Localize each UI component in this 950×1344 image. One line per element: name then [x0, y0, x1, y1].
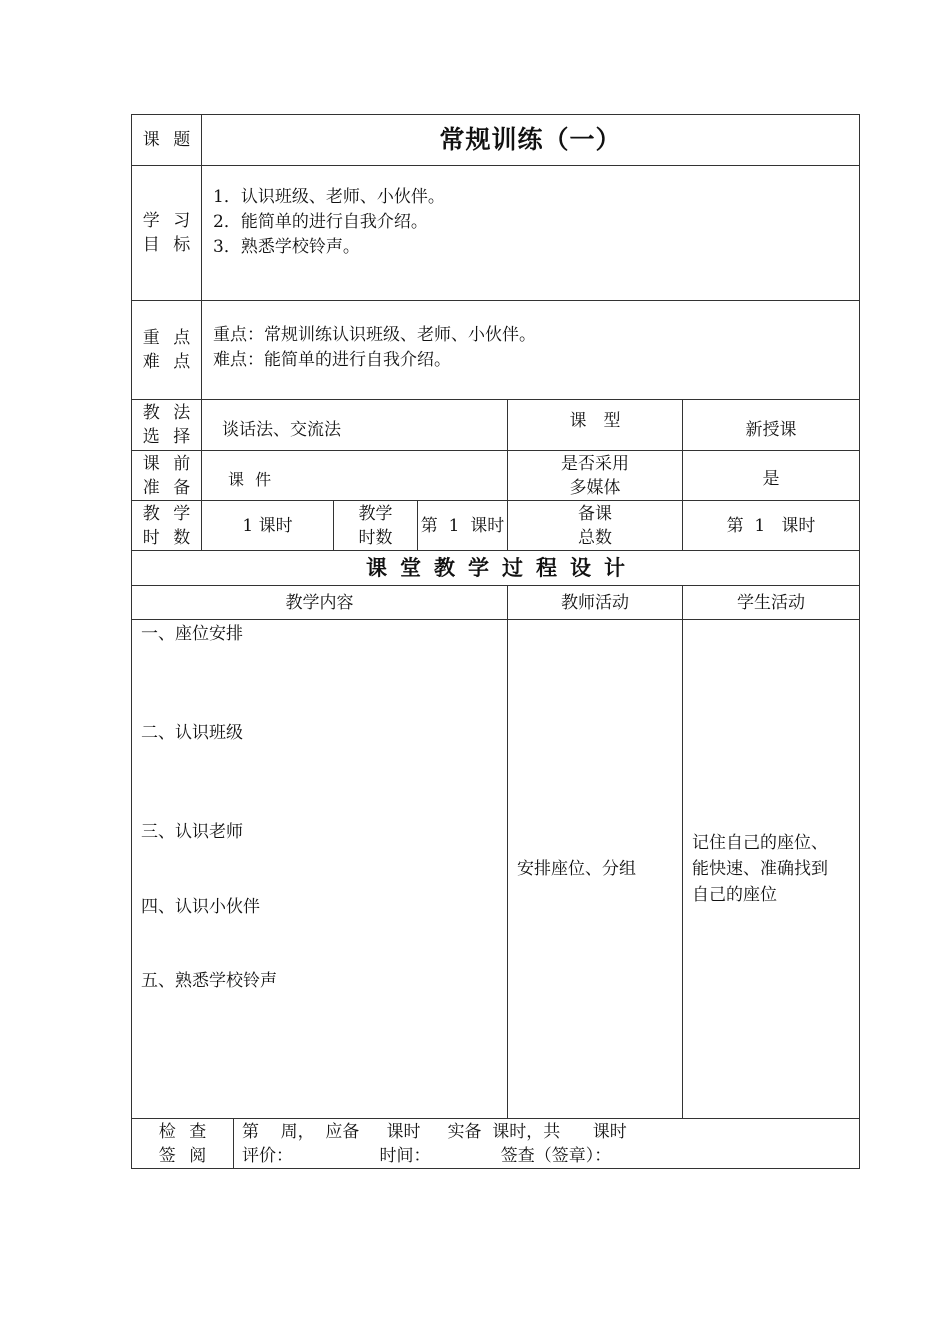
hours-count-label-line2: 时数 [358, 527, 393, 548]
key-points-row [132, 301, 860, 400]
lesson-title: 常规训练（一） [202, 115, 860, 166]
hours-count-label [334, 501, 418, 551]
multimedia-label-line1: 是否采用 [561, 453, 629, 474]
method-label [132, 400, 202, 451]
prep-label [132, 451, 202, 501]
goals-label-line1: 学 习 [142, 211, 195, 231]
review-label-line2: 签 阅 [158, 1145, 211, 1166]
hours-label [132, 501, 202, 551]
topic-label: 课 题 [132, 115, 202, 166]
goals-content [202, 166, 860, 301]
hours-count-value: 第 1 课时 [418, 501, 508, 551]
review-content [234, 1119, 860, 1169]
student-activity-line: 记住自己的座位、 [692, 833, 828, 853]
hours-label-line2: 时 数 [142, 527, 195, 548]
content-item: 三、认识老师 [141, 822, 243, 842]
goal-item: 3．熟悉学校铃声。 [213, 237, 360, 257]
key-points-content [202, 301, 860, 400]
total-hours-label-line1: 备课 [578, 503, 612, 524]
col-header-content: 教学内容 [132, 586, 508, 620]
hours-value: 1 课时 [202, 501, 334, 551]
hours-count-label-line1: 教学 [358, 503, 393, 524]
lesson-type-label: 课 型 [508, 400, 683, 451]
student-activity-line: 能快速、准确找到 [692, 859, 828, 879]
process-body-row [132, 620, 860, 1119]
method-label-line1: 教 法 [142, 403, 195, 423]
key-points-label-line1: 重 点 [142, 328, 195, 348]
method-row [132, 400, 860, 451]
method-value: 谈话法、交流法 [202, 400, 508, 451]
goals-label-line2: 目 标 [142, 235, 195, 255]
lesson-plan-sheet [131, 114, 859, 1169]
multimedia-label-line2: 多媒体 [569, 477, 621, 498]
process-columns-row [132, 586, 860, 620]
student-activity [683, 620, 860, 1119]
prep-label-line1: 课 前 [142, 453, 195, 474]
lesson-type-value: 新授课 [683, 400, 860, 451]
key-points-label-line2: 难 点 [142, 352, 195, 372]
process-heading-row [132, 551, 860, 586]
content-item: 二、认识班级 [141, 723, 243, 743]
multimedia-label [508, 451, 683, 501]
review-label-line1: 检 查 [158, 1121, 211, 1142]
lesson-plan-table [131, 114, 860, 1169]
process-section-title: 课堂教学过程设计 [132, 551, 860, 586]
goal-item: 2．能简单的进行自我介绍。 [213, 212, 428, 232]
hours-row [132, 501, 860, 551]
focus-text: 重点：常规训练认识班级、老师、小伙伴。 [213, 325, 536, 345]
teaching-content-cell [132, 620, 508, 1119]
prep-value: 课 件 [202, 451, 508, 501]
goal-item: 1．认识班级、老师、小伙伴。 [213, 187, 445, 207]
difficulty-text: 难点：能简单的进行自我介绍。 [213, 350, 451, 370]
key-points-label [132, 301, 202, 400]
content-item: 一、座位安排 [141, 624, 243, 644]
goals-row [132, 166, 860, 301]
content-item: 五、熟悉学校铃声 [141, 971, 277, 991]
prep-row [132, 451, 860, 501]
total-hours-value: 第 1 课时 [683, 501, 860, 551]
student-activity-line: 自己的座位 [692, 885, 777, 905]
review-label [132, 1119, 234, 1169]
col-header-teacher: 教师活动 [508, 586, 683, 620]
review-line1: 第 周， 应备 课时 实备 课时，共 课时 [242, 1121, 627, 1142]
prep-label-line2: 准 备 [142, 477, 195, 498]
col-header-student: 学生活动 [683, 586, 860, 620]
review-row [132, 1119, 860, 1169]
goals-label [132, 166, 202, 301]
total-hours-label-line2: 总数 [578, 527, 612, 548]
content-item: 四、认识小伙伴 [141, 897, 260, 917]
title-row [132, 115, 860, 166]
multimedia-value: 是 [683, 451, 860, 501]
hours-label-line1: 教 学 [142, 503, 195, 524]
review-line2: 评价： 时间： 签查（签章）： [242, 1145, 612, 1166]
teacher-activity: 安排座位、分组 [508, 620, 683, 1119]
method-label-line2: 选 择 [142, 427, 195, 447]
teaching-content-list [132, 620, 507, 1118]
total-hours-label [508, 501, 683, 551]
